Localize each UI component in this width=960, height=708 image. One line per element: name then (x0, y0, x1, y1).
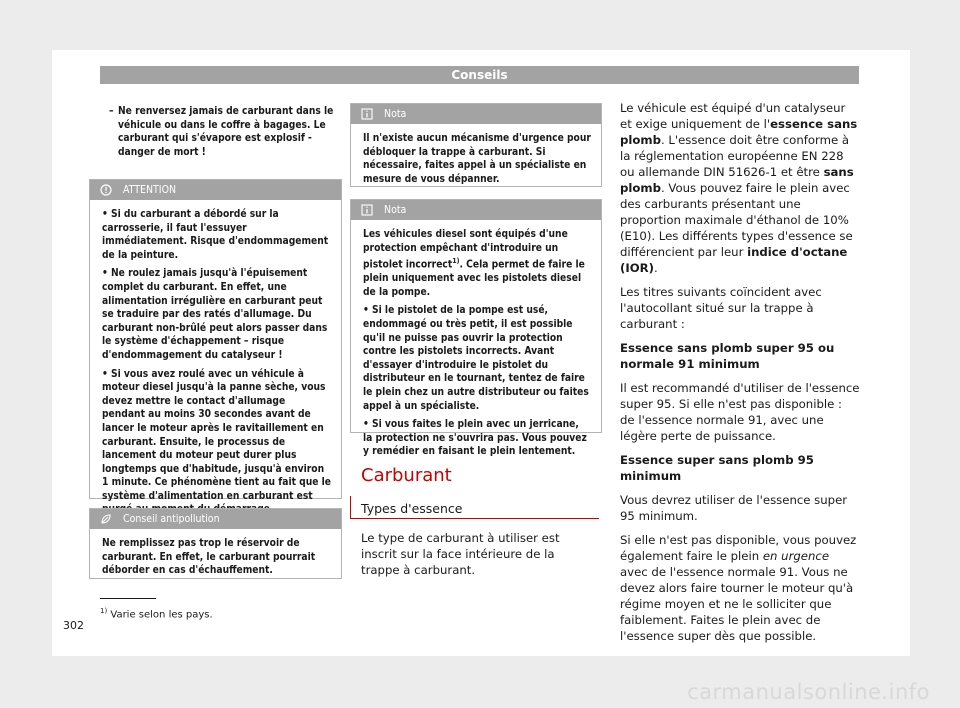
super-paragraph: Vous devrez utiliser de l'essence super 95 minimum. (620, 493, 848, 523)
label-paragraph: Les titres suivants coïncident avec l'autocollant situé sur la trappe à carburant : (620, 285, 822, 331)
note-text-1: Il n'existe aucun mécanisme d'urgence pour débloquer la trappe à carburant. Si nécessaire, faites appel à un spécialiste en mesure de vous dépanner. (363, 133, 591, 185)
warning-dash-item (109, 105, 338, 159)
attention-bullet: • Ne roulez jamais jusqu'à l'épuisement complet du carburant. En effet, une alimentation irrégulière en carburant peut se traduire par des ratés d'allumage. Du carburant non-brûlé peut alors passer dans le système d'échappement – risque d'endommagement du catalyseur ! (102, 268, 328, 361)
eco-tip-header (90, 509, 341, 529)
emphasis-unleaded-2: sans plomb (620, 165, 854, 195)
info-icon (361, 108, 373, 120)
note-body-2 (351, 220, 601, 459)
attention-bullet: • Si du carburant a débordé sur la carrosserie, il faut l'essuyer immédiatement. Risque d'endommagement de la peinture. (102, 209, 329, 261)
watermark-logo: carmanualsonline.info (687, 680, 930, 704)
text-run: avec de l'essence normale 91. Vous ne devez alors faire tourner le moteur qu'à régime moyen et ne le solliciter que faiblement. Faites le plein avec de l'essence super dès que possible. (620, 565, 854, 643)
section-subtitle: Types d'essence (361, 501, 463, 516)
note-intro-text: Les véhicules diesel sont équipés d'une protection empêchant d'introduire un pistolet incorrect (363, 229, 568, 271)
note-title-1: Nota (384, 108, 407, 120)
leaf-icon (100, 513, 112, 525)
section-intro (361, 530, 593, 586)
text-run: . Vous pouvez faire le plein avec des carburants présentant une proportion maximale d'éthanol de 10% (E10). Les différents types d'essence se différencient par leur (620, 181, 853, 259)
emphasis-unleaded: essence sans plomb (620, 117, 858, 147)
eco-tip-body (90, 529, 341, 578)
note-box-1 (350, 103, 602, 187)
note-intro-end: . Cela permet de faire le plein uniquement avec les pistolets diesel de la pompe. (363, 259, 585, 298)
info-icon (361, 204, 373, 216)
note-header-1 (351, 104, 601, 124)
heading-accent-line (350, 518, 599, 519)
fuel-heading-1-text: Essence sans plomb super 95 ou normale 91 minimum (620, 341, 835, 371)
attention-bullet-text: Si du carburant a débordé sur la carrosserie, il faut l'essuyer immédiatement. Risque d'endommagement de la peinture. (102, 209, 329, 261)
note-title-2: Nota (384, 204, 407, 216)
emphasis-emergency: en urgence (762, 549, 830, 563)
footnote-ref: 1) (452, 257, 460, 266)
dash-marker: – (109, 106, 114, 117)
text-run: Le véhicule est équipé d'un catalyseur et exige uniquement de l' (620, 101, 846, 131)
note-body-1 (351, 124, 601, 186)
right-column (620, 100, 860, 652)
text-run: Si elle n'est pas disponible, vous pouvez également faire le plein (620, 533, 857, 563)
attention-bullet-text: Si vous avez roulé avec un véhicule à moteur diesel jusqu'à la panne sèche, vous devez mettre le contact d'allumage pendant au moins 30 secondes avant de lancer le moteur après le ravitaillement en carburant. Ensuite, le processus de lancement du moteur peut durer plus longtemps que d'habitude, jusqu'à environ 1 minute. Ce phénomène tient au fait que le système d'alimentation en carburant est (102, 368, 332, 502)
text-run: . L'essence doit être conforme à la réglementation européenne EN 228 ou allemande DIN 51626-1 et être (620, 133, 850, 179)
section-title: Carburant (361, 465, 452, 486)
fuel-intro-paragraph (620, 100, 860, 276)
footnote (100, 607, 213, 620)
footnote-mark: 1) (100, 607, 108, 615)
footnote-text: Varie selon les pays. (110, 609, 213, 621)
fuel-heading-2-text: Essence super sans plomb 95 minimum (620, 453, 814, 483)
heading-accent-vertical (350, 496, 351, 519)
note-bullet: • Si vous faites le plein avec un jerricane, la protection ne s'ouvrira pas. Vous pouvez y remédier en faisant le plein lentement. (363, 419, 587, 458)
emergency-paragraph (620, 532, 860, 644)
eco-tip-title: Conseil antipollution (123, 513, 220, 525)
attention-body (90, 200, 341, 517)
note-bullet-text: Si le pistolet de la pompe est usé, endommagé ou très petit, il est possible qu'il ne puisse pas ouvrir la protection contre les pistolets incorrects. Avant d'essayer d'introduire le pistolet du distributeur en le tournant, tentez de faire le plein chez un autre distributeur ou faites appel à un spécialiste. (363, 305, 589, 412)
attention-header (90, 180, 341, 200)
eco-tip-text: Ne remplissez pas trop le réservoir de carburant. En effet, le carburant pourrait déborder en cas d'échauffement. (102, 538, 316, 577)
section-header: Conseils (100, 66, 859, 84)
warning-dash-text: Ne renversez jamais de carburant dans le véhicule ou dans le coffre à bagages. Le carburant qui s'évapore est explosif - danger de mort ! (118, 106, 334, 158)
eco-tip-box (89, 508, 342, 579)
section-intro-text: Le type de carburant à utiliser est inscrit sur la face intérieure de la trappe à carburant. (361, 531, 560, 577)
fuel-heading-1 (620, 340, 860, 372)
emphasis-octane: indice d'octane (IOR) (620, 245, 848, 275)
attention-bullet-text: Ne roulez jamais jusqu'à l'épuisement complet du carburant. En effet, une alimentation irrégulière en carburant peut se traduire par des ratés d'allumage. Du carburant non-brûlé peut alors passer dans le système d'échappement – risque d'endommagement du catalyseur ! (102, 268, 328, 361)
page-number: 302 (63, 619, 84, 632)
note-bullet: • Si le pistolet de la pompe est usé, endommagé ou très petit, il est possible qu'il ne puisse pas ouvrir la protection contre les pistolets incorrects. Avant d'essayer d'introduire le pistolet du distributeur en le tournant, tentez de faire le plein chez un autre distributeur ou faites appel à un spécialiste. (363, 305, 589, 412)
text-run: . (653, 261, 658, 275)
fuel-heading-2 (620, 452, 860, 484)
recommendation-paragraph: Il est recommandé d'utiliser de l'essence super 95. Si elle n'est pas disponible : de l'essence normale 91, avec une légère perte de puissance. (620, 381, 860, 443)
footnote-divider (100, 598, 156, 599)
attention-title: ATTENTION (123, 184, 177, 196)
note-header-2 (351, 200, 601, 220)
note-intro (363, 228, 591, 299)
attention-bullet: • Si vous avez roulé avec un véhicule à moteur diesel jusqu'à la panne sèche, vous devez mettre le contact d'allumage pendant au moins 30 secondes avant de lancer le moteur après le ravitaillement en carburant. Ensuite, le processus de lancement du moteur peut durer plus longtemps que d'habitude, jusqu'à environ 1 minute. Ce phénomène tient au fait que le système d'alimentation en carburant est (102, 368, 331, 518)
warning-circle-icon (100, 184, 112, 196)
attention-box (89, 179, 342, 502)
note-bullet-text: Si vous faites le plein avec un jerricane, la protection ne s'ouvrira pas. Vous pouvez y remédier en faisant le plein lentement. (363, 419, 587, 458)
note-box-2 (350, 199, 602, 458)
